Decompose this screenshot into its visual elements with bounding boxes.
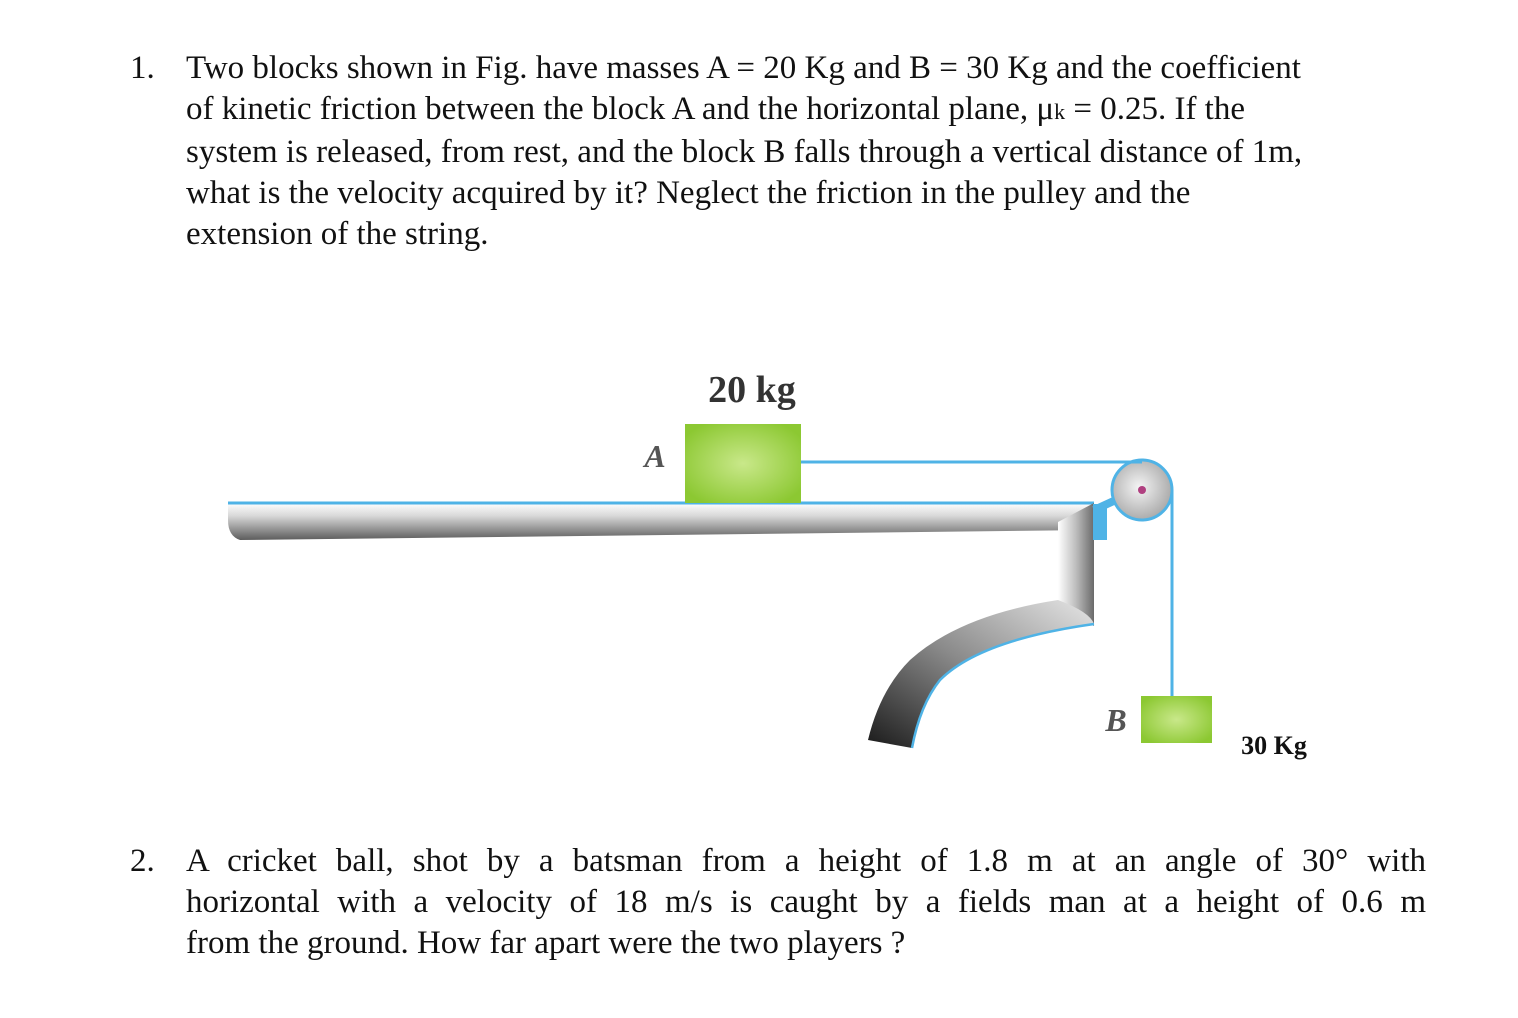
question-2-line: A cricket ball, shot by a batsman from a height of 1.8 m at an angle of 30° with [186,843,1426,879]
question-1-line: what is the velocity acquired by it? Neglect the friction in the pulley and the [186,175,1191,211]
question-1-line-part: = 0.25. If the [1065,91,1245,127]
question-2-line: from the ground. How far apart were the two players ? [186,925,906,961]
mu-subscript: k [1054,99,1066,124]
table-curved-base [868,600,1094,748]
question-2-number: 2. [130,843,155,879]
block-a-mass-label: 20 kg [708,369,796,411]
block-b [1141,696,1212,743]
block-b-mass-label: 30 Kg [1241,731,1307,760]
block-a-label: A [644,438,666,474]
question-1-line: Two blocks shown in Fig. have masses A = 20 Kg and B = 30 Kg and the coefficient [186,50,1301,86]
table-top [228,503,1094,540]
pulley-axle [1138,486,1146,494]
block-a [685,424,801,503]
question-1-line: system is released, from rest, and the block B falls through a vertical distance of 1m, [186,134,1303,170]
question-1-line: extension of the string. [186,216,489,252]
question-2-text [186,841,1426,964]
question-1-number: 1. [130,50,155,86]
question-2-line: horizontal with a velocity of 18 m/s is caught by a fields man at a height of 0.6 m [186,884,1426,920]
block-b-label: B [1105,702,1127,738]
question-1-line-part: of kinetic friction between the block A and the horizontal plane, μ [186,91,1055,127]
